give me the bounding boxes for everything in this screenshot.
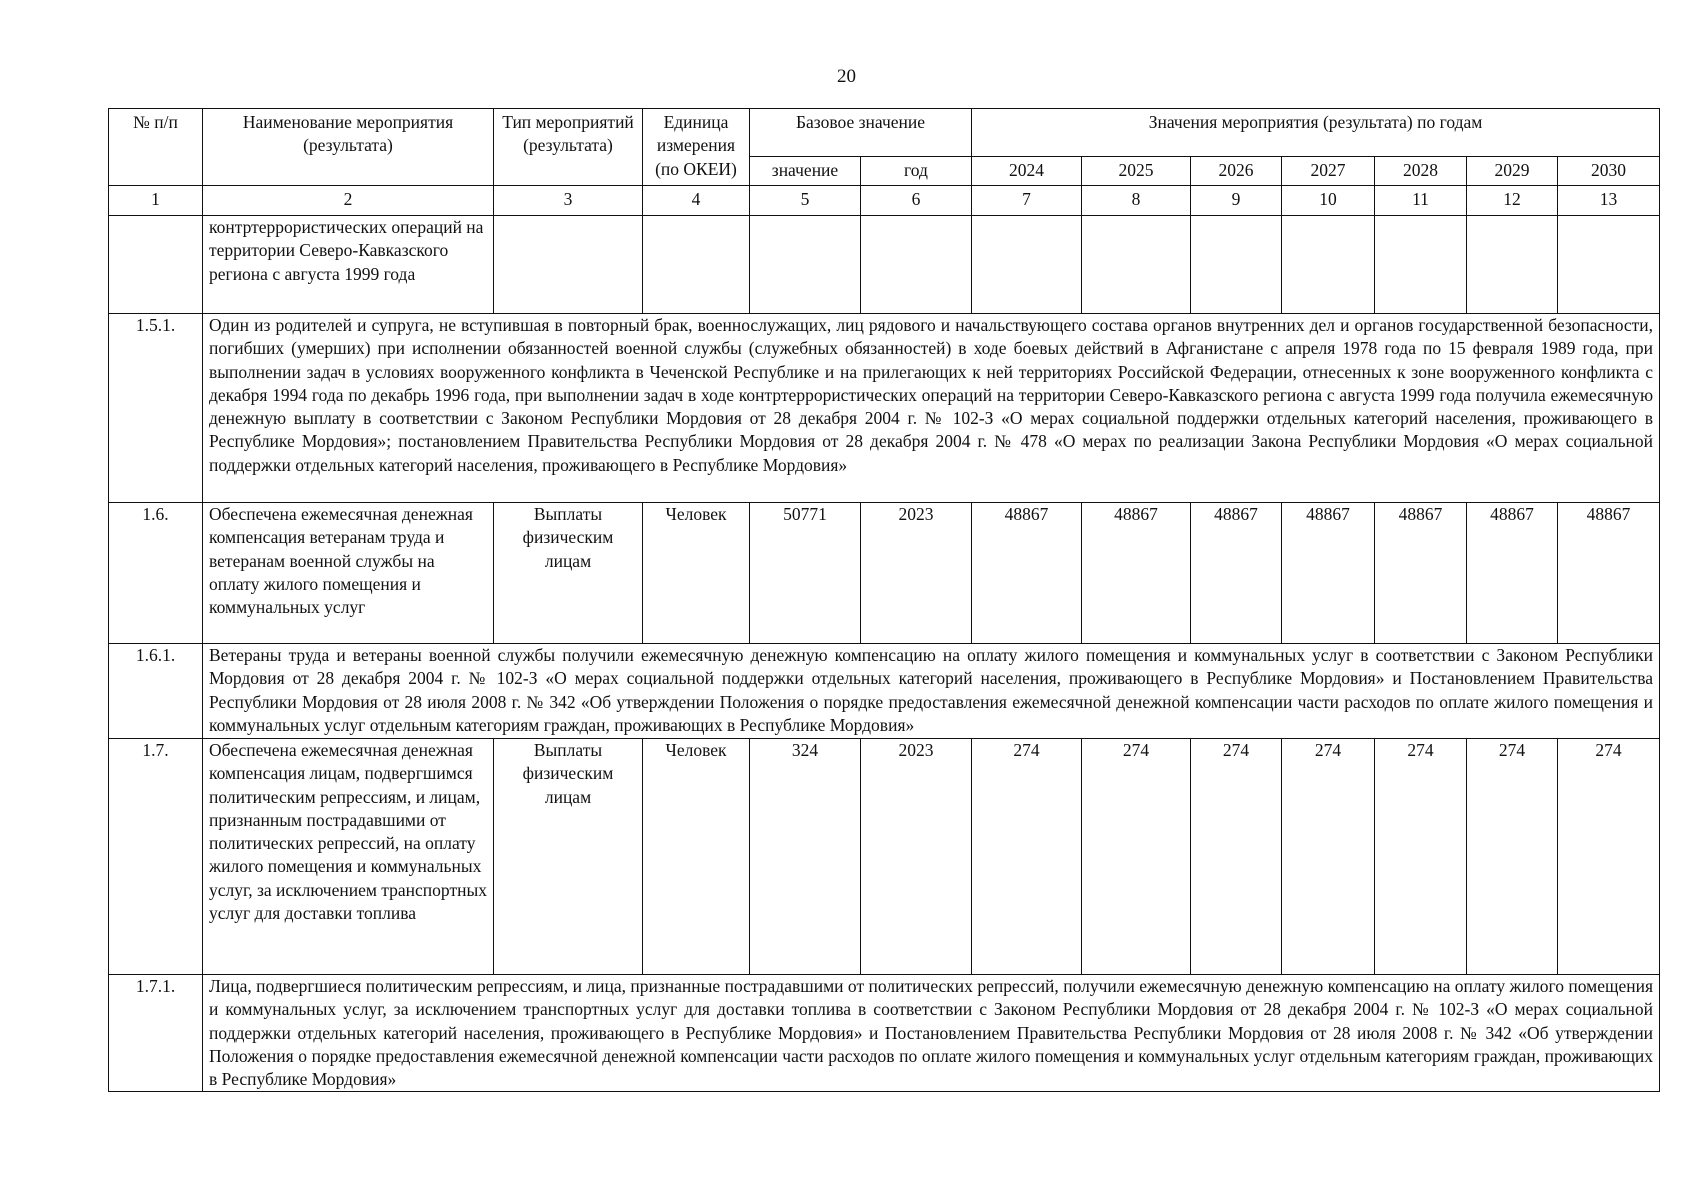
row-base-value: 324 [750,739,861,975]
row-num: 1.5.1. [109,314,203,503]
column-number-row [109,186,1660,216]
row-num [109,216,203,314]
row-name: контртеррористических операций на территории Северо-Кавказского региона с августа 1999 года [203,216,494,314]
header-year: 2025 [1082,157,1191,186]
table-row-1-6 [109,503,1660,644]
header-year: 2030 [1558,157,1660,186]
row-value: 274 [1082,739,1191,975]
table-row-1-7 [109,739,1660,975]
row-value: 274 [1558,739,1660,975]
table-row-1-5-1 [109,314,1660,503]
header-base: Базовое значение [750,109,972,157]
column-number: 10 [1282,186,1375,216]
table-row-1-7-1 [109,975,1660,1092]
row-unit: Человек [643,739,750,975]
row-num: 1.6.1. [109,644,203,739]
row-value: 274 [1375,739,1467,975]
header-num: № п/п [109,109,203,186]
column-number: 9 [1191,186,1282,216]
header-year: 2026 [1191,157,1282,186]
column-number: 1 [109,186,203,216]
row-num: 1.6. [109,503,203,644]
page-number: 20 [837,66,856,87]
column-number: 7 [972,186,1082,216]
row-description: Один из родителей и супруга, не вступившая в повторный брак, военнослужащих, лиц рядового и начальствующего состава органов внутренних дел и органов государственной безопасности, погибших (умерших) при исполнении обязанностей военной службы (служебных обязанностей) в ходе боевых действий в Афганистане с апреля 1978 года по 15 февраля 1989 года, при выполнении задач в условиях вооруженного конфликта в Чеченской Республике и на прилегающих к ней территориях Российской Федерации, отнесенных к зоне вооруженного конфликта с декабря 1994 года по декабрь 1996 года, при выполнении задач в ходе контртеррористических операций на территории Северо-Кавказского региона с августа 1999 года получила ежемесячную денежную выплату в соответствии с Законом Республики Мордовия от 28 декабря 2004 г. № 102-З «О мерах социальной поддержки отдельных категорий населения, проживающего в Республике Мордовия»; постановлением Правительства Республики Мордовия от 28 декабря 2004 г. № 478 «О мерах по реализации Закона Республики Мордовия «О мерах социальной поддержки отдельных категорий населения, проживающего в Республике Мордовия» [203,314,1660,503]
header-row [109,109,1660,157]
header-year: 2024 [972,157,1082,186]
header-year: 2029 [1467,157,1558,186]
row-value: 274 [1467,739,1558,975]
row-value: 274 [1282,739,1375,975]
row-value: 48867 [1558,503,1660,644]
column-number: 13 [1558,186,1660,216]
column-number: 8 [1082,186,1191,216]
header-year: 2027 [1282,157,1375,186]
row-description: Лица, подвергшиеся политическим репрессиям, и лица, признанные пострадавшими от политических репрессий, получили ежемесячную денежную компенсацию на оплату жилого помещения и коммунальных услуг, за исключением транспортных услуг для доставки топлива в соответствии с Законом Республики Мордовия от 28 декабря 2004 г. № 102-З «О мерах социальной поддержки отдельных категорий населения, проживающего в Республике Мордовия» и Постановлением Правительства Республики Мордовия от 28 июля 2008 г. № 342 «Об утверждении Положения о порядке предоставления ежемесячной денежной компенсации части расходов по оплате жилого помещения и коммунальных услуг отдельным категориям граждан, проживающих в Республике Мордовия» [203,975,1660,1092]
header-by-years: Значения мероприятия (результата) по годам [972,109,1660,157]
row-value: 48867 [972,503,1082,644]
row-type: Выплаты физическим лицам [494,503,643,644]
header-name: Наименование мероприятия (результата) [203,109,494,186]
row-unit: Человек [643,503,750,644]
table-row-continuation [109,216,1660,314]
header-type: Тип мероприятий (результата) [494,109,643,186]
column-number: 2 [203,186,494,216]
row-value: 48867 [1082,503,1191,644]
row-num: 1.7.1. [109,975,203,1092]
row-value: 48867 [1191,503,1282,644]
indicators-table [108,108,1660,1092]
row-base-value: 50771 [750,503,861,644]
row-num: 1.7. [109,739,203,975]
column-number: 11 [1375,186,1467,216]
header-base-value: значение [750,157,861,186]
row-value: 48867 [1467,503,1558,644]
header-year: 2028 [1375,157,1467,186]
row-value: 48867 [1282,503,1375,644]
column-number: 12 [1467,186,1558,216]
row-description: Ветераны труда и ветераны военной службы получили ежемесячную денежную компенсацию на оплату жилого помещения и коммунальных услуг в соответствии с Законом Республики Мордовия от 28 декабря 2004 г. № 102-З «О мерах социальной поддержки отдельных категорий населения, проживающего в Республике Мордовия» и Постановлением Правительства Республики Мордовия от 28 июля 2008 г. № 342 «Об утверждении Положения о порядке предоставления ежемесячной денежной компенсации части расходов по оплате жилого помещения и коммунальных услуг отдельным категориям граждан, проживающих в Республике Мордовия» [203,644,1660,739]
header-unit: Единица измерения (по ОКЕИ) [643,109,750,186]
row-type: Выплаты физическим лицам [494,739,643,975]
row-value: 48867 [1375,503,1467,644]
row-name: Обеспечена ежемесячная денежная компенсация лицам, подвергшимся политическим репрессиям, и лицам, признанным пострадавшими от политических репрессий, на оплату жилого помещения и коммунальных услуг, за исключением транспортных услуг для доставки топлива [203,739,494,975]
row-value: 274 [1191,739,1282,975]
column-number: 4 [643,186,750,216]
column-number: 3 [494,186,643,216]
row-value: 274 [972,739,1082,975]
row-base-year: 2023 [861,739,972,975]
column-number: 6 [861,186,972,216]
table-row-1-6-1 [109,644,1660,739]
column-number: 5 [750,186,861,216]
row-base-year: 2023 [861,503,972,644]
row-name: Обеспечена ежемесячная денежная компенсация ветеранам труда и ветеранам военной службы на оплату жилого помещения и коммунальных услуг [203,503,494,644]
header-base-year: год [861,157,972,186]
